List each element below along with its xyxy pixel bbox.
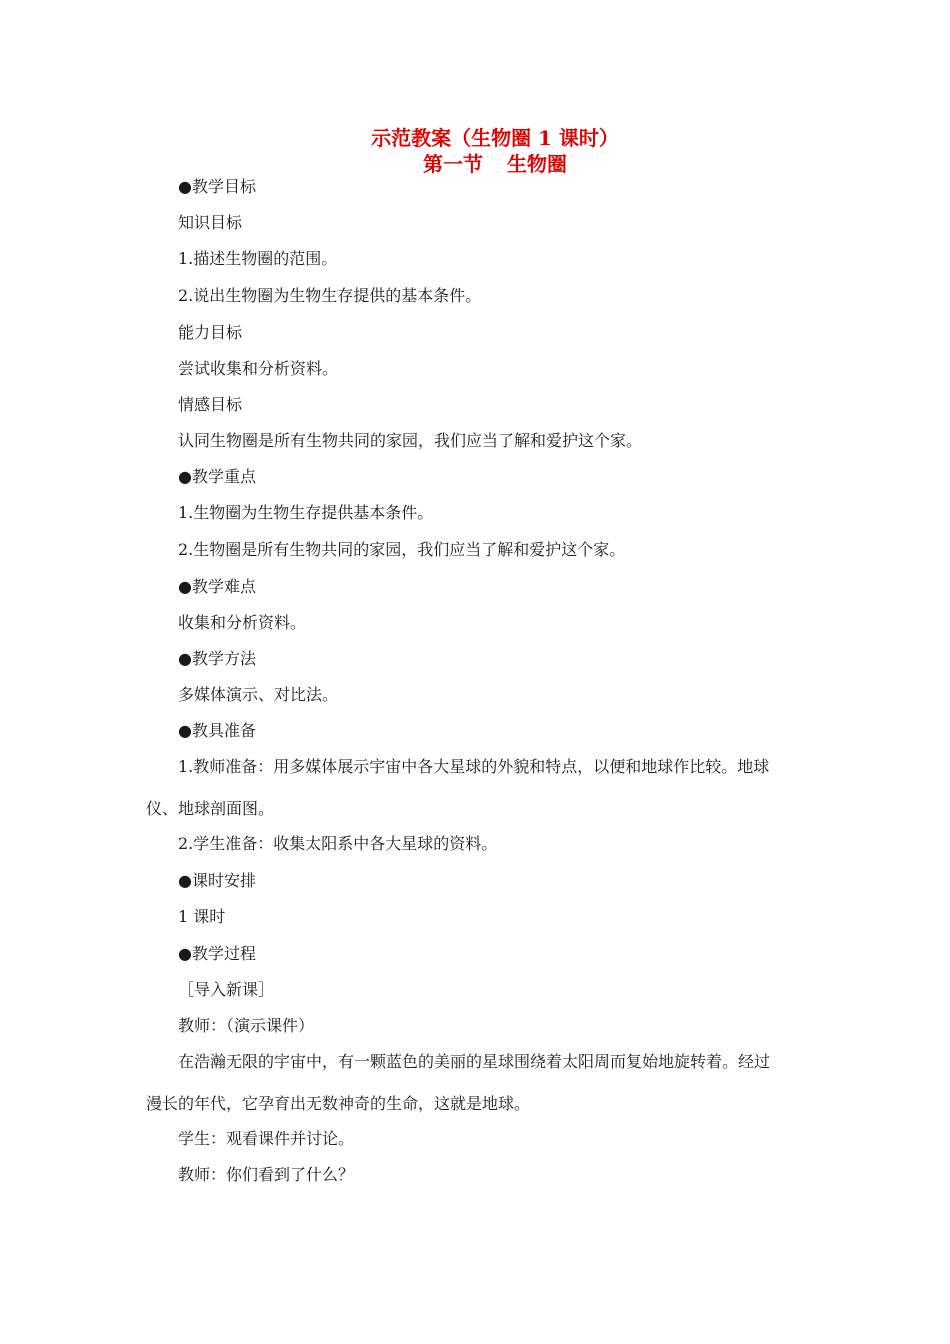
difficulty-text: 收集和分析资料。: [178, 613, 307, 632]
knowledge-goal-2: 2.说出生物圈为生物生存提供的基本条件。: [178, 286, 482, 305]
schedule-text: 1 课时: [178, 907, 226, 926]
emotion-goal: 认同生物圈是所有生物共同的家园，我们应当了解和爱护这个家。: [178, 431, 643, 450]
key-point-2: 2.生物圈是所有生物共同的家园，我们应当了解和爱护这个家。: [178, 540, 626, 559]
heading-schedule: ●课时安排: [178, 871, 256, 890]
student-line: 学生：观看课件并讨论。: [178, 1129, 355, 1148]
heading-teaching-methods: ●教学方法: [178, 649, 256, 668]
heading-teaching-goals: ●教学目标: [178, 177, 256, 196]
section-number: 第一节: [423, 152, 483, 176]
section-title: [20, 152, 950, 176]
document-title: 示范教案（生物圈 1 课时）: [371, 126, 619, 150]
teacher-preparation: 1.教师准备：用多媒体展示宇宙中各大星球的外貌和特点，以便和地球作比较。地球: [178, 757, 770, 776]
subheading-knowledge-goals: 知识目标: [178, 213, 243, 232]
teacher-preparation-cont: 仪、地球剖面图。: [146, 799, 275, 818]
subheading-ability-goals: 能力目标: [178, 323, 243, 342]
narrative-line-2: 漫长的年代，它孕育出无数神奇的生命，这就是地球。: [146, 1094, 531, 1113]
narrative-line-1: 在浩瀚无限的宇宙中，有一颗蓝色的美丽的星球围绕着太阳周而复始地旋转着。经过: [178, 1052, 771, 1071]
heading-teaching-process: ●教学过程: [178, 944, 256, 963]
subheading-emotion-goals: 情感目标: [178, 395, 243, 414]
key-point-1: 1.生物圈为生物生存提供基本条件。: [178, 503, 434, 522]
heading-key-points: ●教学重点: [178, 467, 256, 486]
heading-difficulties: ●教学难点: [178, 577, 256, 596]
subheading-intro: ［导入新课］: [178, 980, 275, 999]
student-preparation: 2.学生准备：收集太阳系中各大星球的资料。: [178, 834, 498, 853]
heading-materials: ●教具准备: [178, 721, 256, 740]
section-name: 生物圈: [507, 152, 567, 176]
teacher-line-1: 教师：（演示课件）: [178, 1016, 315, 1035]
knowledge-goal-1: 1.描述生物圈的范围。: [178, 249, 338, 268]
teacher-line-2: 教师：你们看到了什么？: [178, 1165, 355, 1184]
ability-goal: 尝试收集和分析资料。: [178, 359, 339, 378]
teaching-methods-text: 多媒体演示、对比法。: [178, 685, 339, 704]
